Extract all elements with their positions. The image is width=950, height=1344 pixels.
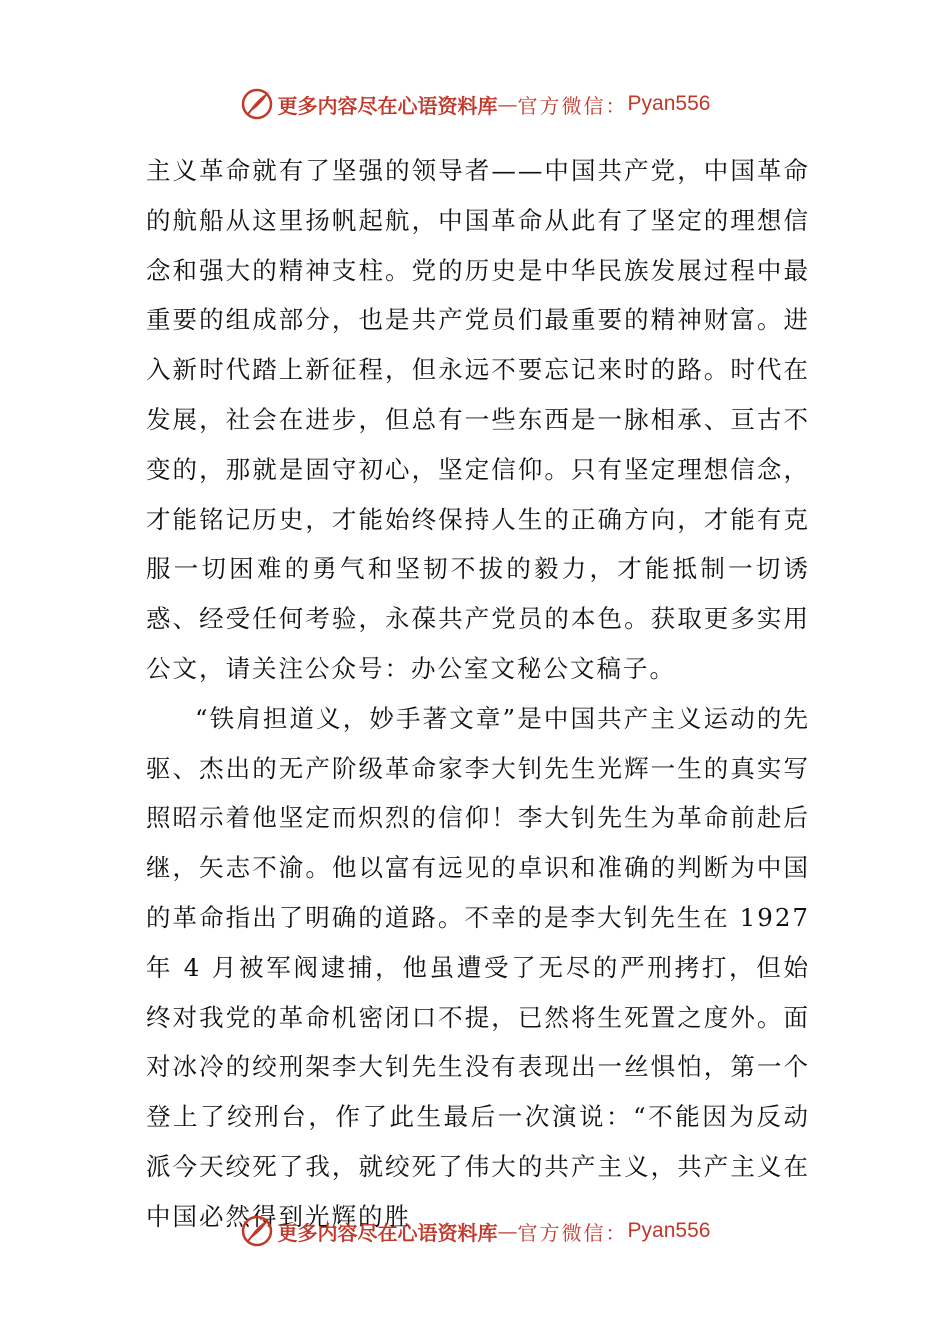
footer-banner <box>0 1211 950 1251</box>
header-wechat-id: Pyan556 <box>627 92 711 115</box>
quill-logo-icon <box>240 1214 274 1248</box>
document-body <box>146 146 810 1242</box>
header-brand: 更多内容尽在心语资料库 <box>277 93 498 118</box>
footer-brand: 更多内容尽在心语资料库 <box>277 1220 498 1245</box>
paragraph-li-dazhao: “铁肩担道义，妙手著文章”是中国共产主义运动的先驱、杰出的无产阶级革命家李大钊先生光辉一生的真实写照昭示着他坚定而炽烈的信仰！李大钊先生为革命前赴后继，矢志不渝。他以富有远见的卓识和准确的判断为中国的革命指出了明确的道路。不幸的是李大钊先生在 1927 年 4 月被军阀逮捕，他虽遭受了无尽的严刑拷打，但始终对我党的革命机密闭口不提，已然将生死置之度外。面对冰冷的绞刑架李大钊先生没有表现出一丝惧怕，第一个登上了绞刑台，作了此生最后一次演说：“不能因为反动派今天绞死了我，就绞死了伟大的共产主义，共产主义在中国必然得到光辉的胜 <box>146 703 810 1231</box>
paragraph-continuation: 主义革命就有了坚强的领导者——中国共产党，中国革命的航船从这里扬帆起航，中国革命从此有了坚定的理想信念和强大的精神支柱。党的历史是中华民族发展过程中最重要的组成部分，也是共产党员们最重要的精神财富。进入新时代踏上新征程，但永远不要忘记来时的路。时代在发展，社会在进步，但总有一些东西是一脉相承、亘古不变的，那就是固守初心，坚定信仰。只有坚定理想信念，才能铭记历史，才能始终保持人生的正确方向，才能有克服一切困难的勇气和坚韧不拔的毅力，才能抵制一切诱惑、经受任何考验，永葆共产党员的本色。获取更多实用公文，请关注公众号：办公室文秘公文稿子。 <box>146 156 810 683</box>
footer-wechat-label: 官方微信： <box>517 1220 628 1245</box>
header-dash: — <box>497 92 518 116</box>
footer-wechat-id: Pyan556 <box>627 1219 711 1242</box>
header-wechat-label: 官方微信： <box>517 93 628 118</box>
footer-dash: — <box>497 1219 518 1243</box>
quill-logo-icon <box>240 87 274 121</box>
header-banner <box>0 84 950 124</box>
